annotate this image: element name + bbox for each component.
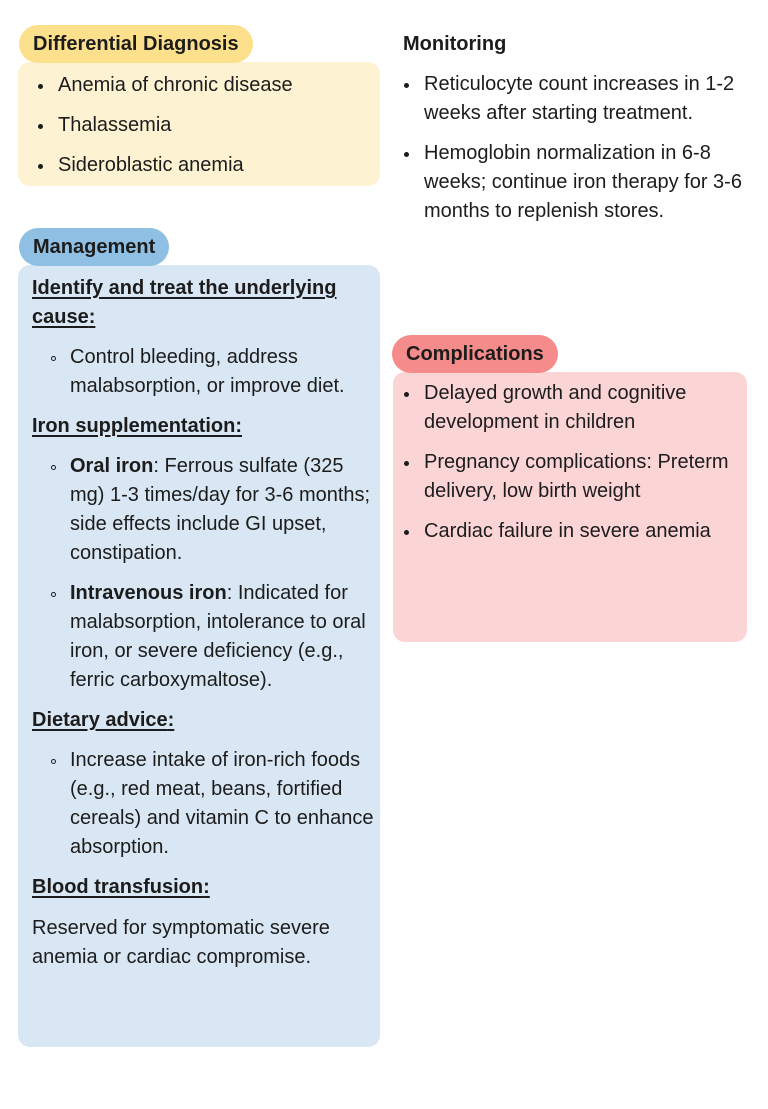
list-item: Reticulocyte count increases in 1-2 weeks after starting treatment. bbox=[384, 70, 754, 128]
section-list bbox=[18, 343, 374, 401]
section-text: Reserved for symptomatic severe anemia or cardiac compromise. bbox=[32, 917, 330, 968]
management-header: Management bbox=[19, 228, 169, 266]
monitoring-list bbox=[384, 70, 754, 226]
list-item: Hemoglobin normalization in 6-8 weeks; continue iron therapy for 3-6 months to replenish stores. bbox=[384, 139, 754, 226]
list-item: Sideroblastic anemia bbox=[18, 151, 380, 180]
complications-box bbox=[393, 372, 747, 642]
section-heading: Identify and treat the underlying cause: bbox=[32, 277, 337, 328]
complications-header: Complications bbox=[392, 335, 558, 373]
list-item: Delayed growth and cognitive development in children bbox=[384, 379, 741, 437]
list-item: Oral iron: Ferrous sulfate (325 mg) 1-3 times/day for 3-6 months; side effects include GI upset, constipation. bbox=[18, 452, 374, 568]
complications-list bbox=[384, 379, 747, 546]
section-list bbox=[18, 746, 374, 862]
monitoring-title: Monitoring bbox=[403, 33, 507, 55]
list-item: Intravenous iron: Indicated for malabsorption, intolerance to oral iron, or severe deficiency (e.g., ferric carboxymaltose). bbox=[18, 579, 374, 695]
section-heading: Dietary advice: bbox=[32, 709, 175, 731]
list-item: Pregnancy complications: Preterm delivery, low birth weight bbox=[384, 448, 741, 506]
section-heading: Iron supplementation: bbox=[32, 415, 243, 437]
list-item: Control bleeding, address malabsorption, or improve diet. bbox=[18, 343, 374, 401]
list-item: Increase intake of iron-rich foods (e.g., red meat, beans, fortified cereals) and vitamin C to enhance absorption. bbox=[18, 746, 374, 862]
section-list bbox=[18, 452, 374, 695]
differential-diagnosis-box bbox=[18, 62, 380, 186]
section-heading: Blood transfusion: bbox=[32, 876, 210, 898]
list-item: Thalassemia bbox=[18, 111, 380, 140]
differential-diagnosis-list bbox=[18, 71, 380, 180]
differential-diagnosis-header: Differential Diagnosis bbox=[19, 25, 253, 63]
list-item: Anemia of chronic disease bbox=[18, 71, 380, 100]
list-item: Cardiac failure in severe anemia bbox=[384, 517, 741, 546]
management-box bbox=[18, 265, 380, 1047]
